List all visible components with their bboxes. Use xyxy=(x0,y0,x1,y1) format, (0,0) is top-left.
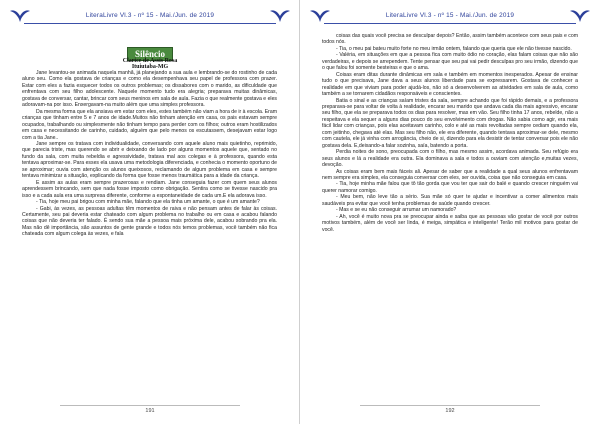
page-number: 192 xyxy=(445,408,455,414)
page-number-footer xyxy=(0,408,300,414)
paragraph: Da mesma forma que ela ansiava em estar com eles, estes também não viam a hora de ir à escola. Eram crianças que tinham entre 5 e 7 anos de idade.Muitos não tinham atenção em casa, os pais estavam sempre ocupados, trabalhando ou simplesmente não tinham tempo para perder com os filhos; outros eram hostilizados em casa e necessitando de carinho, cuidado, alguém que pelo menos os escutassem, desejavam estar logo com a tia Jane.. xyxy=(22,108,277,141)
paragraph: E assim as aulas eram sempre prazerosas e rendiam. Jane conseguia fazer com quem seus alunos aprendessem brincando, sem que nada fosse imposto como obrigação. Sentira como se tivesse nascido pra isso e a cada aula era uma surpresa diferente, conforme a espontaneidade de cada um.E ela adorava isso. xyxy=(22,179,277,199)
page-number-footer xyxy=(300,408,600,414)
paragraph: As coisas eram bem mais fáceis ali. Apesar de saber que a realidade a qual seus alunos enfrentavam nem sempre era simples, ela conseguia conversar com eles, ser ouvida, coisa que não conseguia em casa. xyxy=(322,168,578,181)
paragraph: - Meu bem, não leve tão a sério. Sua mãe só quer te ajudar e incentivar a comer alimentos mais saudáveis pra evitar que você tenha problemas de saúde quando crescer. xyxy=(322,194,578,207)
paragraph: - Tia, hoje meu pai brigou com minha mãe, falando que ela tinha um amante, o que é um amante? xyxy=(36,199,260,206)
paragraph: Coisas eram ditas durante dinâmicas em sala e também em momentos inesperados. Apesar de ensinar tudo o que precisava, Jane dava a seus alunos liberdade para se expressarem. Gostava de conhecer a realidade em que viviam para poder ajudá-los, não só a desenvolverem as atividades em sala de aula, como também a se tornarem cidadãos responsáveis e conscientes. xyxy=(322,71,578,98)
right-page xyxy=(300,0,600,424)
header-text: LiteraLivre Vl.3 - nº 15 - Mai./Jun. de 2019 xyxy=(385,12,515,19)
paragraph: coisas das quais você precisa se desculpar depois? Então, assim também acontece com seus pais e com todos nós. xyxy=(322,33,578,46)
header-rule xyxy=(24,23,276,24)
paragraph: Jane sempre os tratava com individualidade, conversando com aquele aluno mais quietinho, reprimido, que parecia triste, mas querendo se abrir e deixando de lado por alguns momentos aquele que, sentado no fundo da sala, com muita rebeldia e agressividade, tratava mal aos colegas e à professora, quando esta tentava aproximar-se. Para esses ela usava uma metodologia diferenciada, e conhecia o momento oportuno de se aproximar; ouvia com atenção os alunos queixosos, reclamando de algum problema em casa e sempre tentava minimizar a situação, explicando da forma que fosse menos traumática para a idade da criança. xyxy=(22,140,277,180)
paragraph: Jane levantou-se animada naquela manhã, já planejando a sua aula e lembrando-se do rostinho de cada aluno seu. Como ela gostava de crianças e como ela desempenhava seu papel de professora com prazer. Estar com eles a fazia esquecer todos os outros problemas; os dissabores com o marido, as dificuldade que enfrentava com seu filho adolescente. Naquele momento tudo era alegria; preparava muitas dinâmicas, gostava de conversar, cantar, brincar com seus meninos em sala de aula. Fazia o que realmente gostava e eles adoravam-na por isso. Enxergavam-na muito além que uma simples professora. xyxy=(22,70,277,109)
paragraph: - Tia, hoje minha mãe falou que tô tão gorda que vou ter que sair do balé e quando crescer ninguém vai querer namorar comigo. xyxy=(322,181,578,194)
footer-rule xyxy=(360,405,540,406)
paragraph: - Mas e se eu não conseguir arrumar um namorado? xyxy=(336,207,457,214)
left-body-text xyxy=(22,70,277,238)
right-body-text xyxy=(322,33,578,233)
paragraph: - Valéria, em situações em que a pessoa fica com muito ódio no coração, elas falam coisas que não são verdadeiras, e depois se arrependem. Tente pensar que seu pai vai pedir desculpas pro seu irmão, dizendo que o que falou foi somente besteiras e que o ama. xyxy=(322,52,578,72)
author-location: Ituiutaba-MG xyxy=(131,64,169,70)
paragraph: Perdia noites de sono, preocupada com o filho, mas mesmo assim, acordava animada. Seu refúgio era seus alunos e lá a realidade era outra. Ela dominava a sala e todos a ouviam com atenção e,muitas vezes, devoção. xyxy=(322,149,578,169)
page-header xyxy=(0,6,300,26)
paragraph: - Ah, você é muito nova pra se preocupar ainda e saiba que as pessoas vão gostar de você por outros motivos também, além de você ser linda, é meiga, simpática e inteligente! Terão mil motivos para gostar de você. xyxy=(322,213,578,233)
header-rule xyxy=(324,23,576,24)
paragraph: Batia o sinal e as crianças saíam tristes da sala, sempre achando que foi rápido demais, e a professora preparava-se para voltar de volta à realidade, encarar seu marido que andava cada dia mais agressivo, encarar seu filho, que ela se preparava todos os dias para resolver, mas em vão. Seu filho tinha 17 anos, rebelde, não a respeitava e ela sequer a alguns dias pouco do seu envolvimento com drogas. Não sabia como agir, era mais fácil lidar com crianças, pois elas aceitavam carinho, colo e até as mais revoltadas sempre cediam quando ela, com jeitinho, chegava até elas. Mas seu filho não, ele era diferente, quando tentava aproximar-se dele, mesmo com cautela, ele já vinha com arrogância, cheio de si, dizendo para ela desistir de tentar conversar pois ele não gostava dela. E,deixando-a falar sozinha, saía, batendo a porta. xyxy=(322,97,578,149)
page-number: 191 xyxy=(145,408,155,414)
story-title: Silêncio xyxy=(127,47,173,61)
paragraph: - Gabi, às vezes, as pessoas adultas têm momentos de raiva e não pensam antes de falar às coisas. Certamente, seu pai deveria estar chateado com algum problema no trabalho ou em casa e acabou falando coisas que não deveria ter falado. É sendo sua mãe a pessoa mais próxima dele, acabou sobrando pra ela. Mas não dê importância, são assuntos de gente grande e todos nós temos problemas, você também não fica chateada com algum colega às vezes, e fala xyxy=(22,205,277,238)
header-text: LiteraLivre Vl.3 - nº 15 - Mai./Jun. de 2019 xyxy=(85,12,215,19)
author-name: Clarice de Assis Rosa xyxy=(122,58,178,64)
paragraph: - Tia, o meu pai bateu muito forte no meu irmão ontem, falando que queria que ele não tivesse nascido. xyxy=(336,45,572,52)
page-header xyxy=(300,6,600,26)
footer-rule xyxy=(60,405,240,406)
